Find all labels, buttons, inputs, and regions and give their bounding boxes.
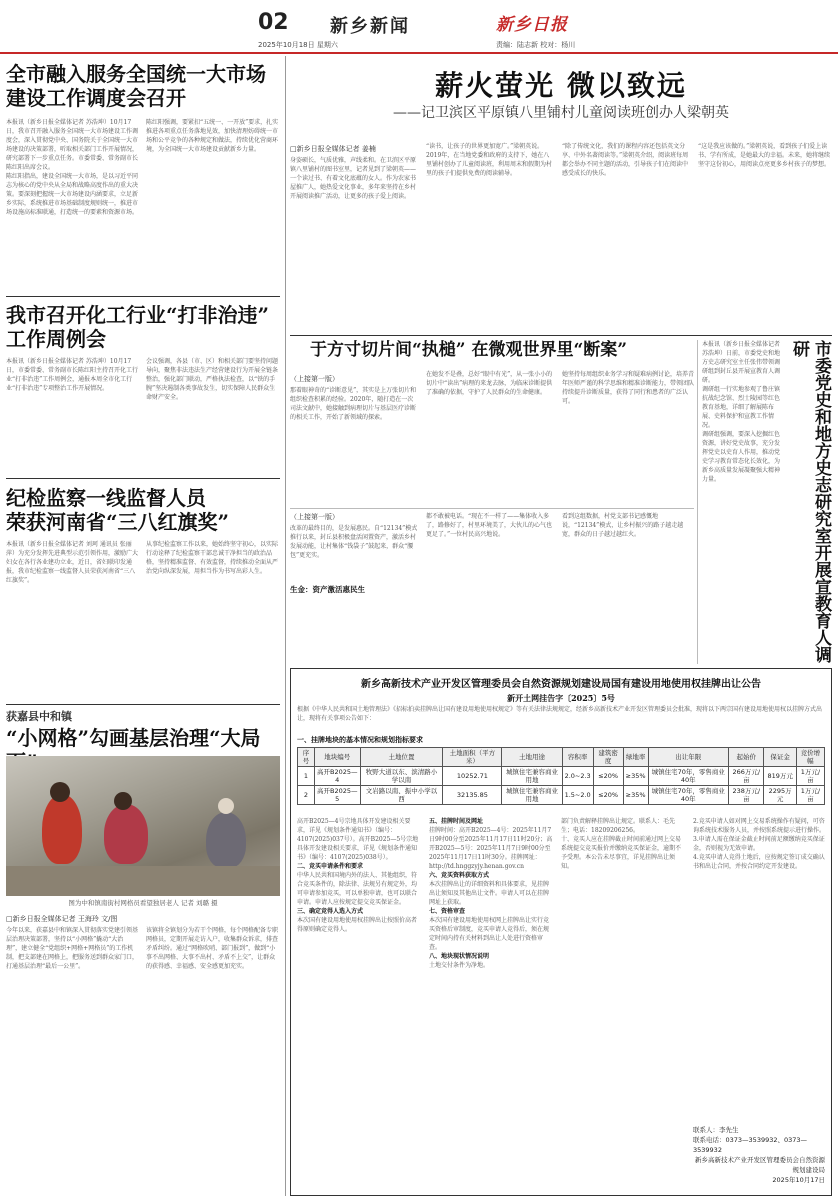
table-cell: 2 — [298, 786, 315, 805]
table-cell: 城镇住宅兼容商业用地 — [502, 786, 562, 805]
article-party-history — [702, 340, 832, 664]
table-cell: 1.5~2.0 — [562, 786, 593, 805]
editor-credits: 责编：陆志新 校对：杨川 — [496, 41, 576, 49]
table-header: 竞价增幅 — [796, 748, 824, 767]
headline-line: 荣获河南省“三八红旗奖” — [6, 510, 230, 534]
table-cell: ≤20% — [593, 786, 623, 805]
notice-signer: 新乡高新技术产业开发区管理委员会自然资源规划建设局 — [695, 1156, 825, 1174]
body-text: 该镇将全镇划分为若干个网格，每个网格配备专职网格员，定期开展走访入户，收集群众诉求，排查矛盾纠纷。通过“网格吹哨、部门报到”，做到“小事不出网格、大事不出村、矛盾不上交”，让群众的获得感、幸福感、安全感更加充实。 — [146, 927, 279, 970]
body-text: 今年以来，获嘉县中和镇深入贯彻落实党建引领基层治理决策部署，坚持以“小网格”撬动“大治理”，建立健全“党组织+网格+网格员”的工作机制，把支部建在网格上，把服务送到群众家门口，打通基层治理“最后一公里”。 — [6, 927, 138, 970]
table-cell: 2.0~2.3 — [562, 767, 593, 786]
notice-section-heading: 一、挂牌地块的基本情况和规划指标要求 — [297, 736, 423, 744]
body-text: 都不敢被电话。“现在不一样了——集体收入多了，路修好了，村里环境美了，大伙儿的心气也更足了。”一位村民高兴地说。 — [426, 513, 553, 538]
body-text: 身姿硕长，气质优雅，声线柔和。在卫滨区平原镇八里铺村的图书室里，记者见到了梁朝英——一个读过书、有着文化底蕴的女人。作为农家书屋推广人，她热爱文化事业，多年来坚持在乡村开展阅读推广活动，让更多的孩子爱上阅读。 — [290, 157, 417, 200]
table-header: 绿地率 — [623, 748, 648, 767]
notice-section-heading: 二、竞买申请条件和要求 — [297, 863, 364, 870]
body-text: 本报讯（新乡日报全媒体记者 刘珂 通讯员 张丽萍）为充分发挥先进典型示范引领作用，激励广大妇女在各行各业建功立业，近日，省妇联印发通报，我市纪检监察一线监督人员荣获河南省“三八红旗奖”。 — [6, 541, 138, 584]
table-cell: 1万元/亩 — [796, 786, 824, 805]
body-text: 本报讯（新乡日报全媒体记者 苏浩坤）10月17日，我市召开融入服务全国统一大市场建设工作调度会，深入贯彻党中央、国务院关于全国统一大市场建设的决策部署，听取相关部门工作开展情况，研究部署下一步重点任务。市委常委、常务副市长陈红阳出席会议。 — [6, 119, 138, 171]
table-cell: 819万元 — [764, 767, 796, 786]
table-cell: 文岩路以南、振中小学以西 — [360, 786, 443, 805]
article-grid — [6, 708, 280, 1196]
notice-section-heading: 三、确定竞得人选入方式 — [297, 908, 364, 915]
table-header: 土地面积（平方米） — [443, 748, 502, 767]
byline: □新乡日报全媒体记者 王海玲 文/图 — [6, 915, 118, 923]
body-text: 从事纪检监察工作以来，她始终坚守初心，以实际行动诠释了纪检监察干部忠诚干净担当的政治品格，坚持精准监督、有效监督，持续推动全面从严治党向纵深发展，用担当作为书写出彩人生。 — [146, 541, 279, 575]
section-title: 新乡新闻 — [330, 16, 410, 37]
table-cell: 1 — [298, 767, 315, 786]
body-text: 改革的最终目的，是发展惠民。自“12134”模式推行以来，封丘县积极盘活闲置资产，激活乡村发展动能，让村集体“钱袋子”鼓起来，群众“腰包”更充实。 — [290, 525, 418, 559]
byline: □新乡日报全媒体记者 姜楠 — [290, 145, 376, 153]
body-text: “读书，让孩子的世界更加宽广。”梁朝英说。2019年，在当地党委和政府的支持下，她在八里铺村创办了儿童阅读班，利用周末和假期为村里的孩子们提供免费的阅读辅导。 — [426, 143, 553, 177]
table-row — [298, 767, 825, 786]
body-text: 调研组强调，要深入挖掘红色资源，讲好党史故事，充分发挥党史以史育人作用，推动党史学习教育常态化长效化，为新乡高质量发展凝聚强大精神力量。 — [702, 431, 781, 483]
feature-title: 薪火萤光 微以致远 — [435, 69, 687, 102]
article-market — [6, 62, 280, 294]
divider — [6, 704, 280, 705]
contact-person: 联系人：李先生 — [693, 1126, 739, 1134]
table-row — [298, 786, 825, 805]
body-text: 调研组一行实地参观了鲁庄镇抗战纪念馆、烈士陵园等红色教育基地，详细了解展陈布展、史料保护和宣教工作情况。 — [702, 386, 781, 429]
body-text: 中华人民共和国境内外的法人、其他组织，符合竞买条件的，除法律、法规另有规定外，均可申请参加竞买，可以单独申请，也可以联合申请。申请人应按规定提交竞买保证金。 — [297, 872, 418, 906]
table-header: 出让年限 — [648, 748, 728, 767]
body-text: 陈红阳指出，建设全国统一大市场，是以习近平同志为核心的党中央从全局和战略高度作出的重大决策。要深刻把握统一大市场建设内涵要求，立足新乡实际，系统推进市场基础制度规则统一，推进市场设施高标准联通，打造统一的要素和资源市场。 — [6, 173, 138, 216]
land-parcel-table — [297, 747, 825, 805]
header-rule — [0, 52, 838, 54]
body-text: 陈红阳强调，要紧扣“五统一、一开放”要求，扎实推进各项重点任务落地见效，加快清理妨碍统一市场和公平竞争的各种规定和做法，持续优化营商环境，为全国统一大市场建设贡献新乡力量。 — [146, 119, 279, 153]
page-number: 02 — [258, 10, 289, 35]
continued-note: （上接第一版） — [290, 375, 339, 383]
table-header: 起始价 — [729, 748, 764, 767]
divider — [290, 508, 694, 509]
headline: “小网格”勾画基层治理“大局 — [6, 726, 261, 750]
notice-number: 新开土网挂告字〔2025〕5号 — [507, 693, 615, 703]
article-chemical — [6, 303, 280, 475]
body-text: 本报讯（新乡日报全媒体记者 苏浩坤）10月17日，市委常委、常务副市长陈红阳主持召开化工行业“打非治违”工作周例会，通报本周全市化工行业“打非治违”专项整治工作开展情况。 — [6, 358, 138, 392]
body-text: 高开B2025—4号宗地具体开发建设相关要求，详见《规划条件通知书》（编号：4107(2025)037号）。高开B2025—5号宗地具体开发建设相关要求，详见《规划条件通知书》（编号：4107(2025)038号）。 — [297, 818, 419, 861]
continued-note: （上接第一版） — [290, 513, 339, 521]
body-text: “这是我应该做的。”梁朝英说，看到孩子们爱上读书、学有所成，是她最大的幸福。未来，她将继续坚守这份初心，用阅读点亮更多乡村孩子的梦想。 — [698, 143, 830, 168]
table-cell: 10252.71 — [443, 767, 502, 786]
divider — [6, 296, 280, 297]
body-text: “除了传统文化，我们的课程内容还包括英文分享、中外名著阅读等。”梁朝英介绍，阅读班每周都会举办不同主题的活动，引导孩子们在阅读中感受成长的快乐。 — [562, 143, 689, 177]
feature-subtitle: ——记卫滨区平原镇八里铺村儿童阅读班创办人梁朝英 — [393, 105, 729, 121]
newspaper-logo: 新乡日报 — [496, 15, 568, 35]
body-text: 3.申请人需在保证金截止时间前足额缴纳竞买保证金，否则视为无效申请。 — [693, 836, 825, 852]
headline: 于方寸切片间“执槌” 在微观世界里“断案” — [310, 340, 628, 360]
body-text: 4.竞买申请人竞得土地后，应按规定签订成交确认书和出让合同，并按合同约定开发建设。 — [693, 854, 825, 870]
body-text: 挂牌时间：高开B2025—4号：2025年11月7日9时00分至2025年11月17日11时20分；高开B2025—5号：2025年11月7日9时00分至2025年11月17日11时30分。挂牌网址：http://td.hnggzyjy.henan.gov.cn — [429, 827, 553, 870]
column-divider — [697, 340, 698, 664]
vertical-headline: 市委党史和地方史志研究室开展宣教育人调研 — [789, 340, 831, 663]
table-header: 保证金 — [764, 748, 796, 767]
notice-title: 新乡高新技术产业开发区管理委员会自然资源规划建设局国有建设用地使用权挂牌出让公告 — [361, 679, 761, 690]
body-text: 本次挂牌出让的详细资料和具体要求，见挂牌出让须知及其他出让文件。申请人可以在挂牌网址上获取。 — [429, 881, 550, 906]
body-text: 本报讯（新乡日报全媒体记者 苏浩坤）日前，市委党史和地方史志研究室主任张伟带领调研组到封丘县开展宣教育人调研。 — [702, 341, 781, 384]
body-text: 本次国有建设用地使用权网上挂牌出让实行竞买资格后审制度，竞买申请人竞得后，须在规定时间内持有关材料到出让人处进行资格审查。 — [429, 917, 550, 951]
table-cell: 城镇住宅70年，零售商业40年 — [648, 786, 728, 805]
body-text: 土地交付条件为净地。 — [429, 962, 490, 969]
headline-line: 工作周例会 — [6, 327, 106, 351]
table-header: 土地位置 — [360, 748, 443, 767]
notice-date: 2025年10月17日 — [772, 1176, 825, 1184]
body-text: 在她发不是叠，总好“眼中有光”，从一张小小的切片中“读出”病理的来龙去脉，为临床诊断提供了准确的依据，守护了人民群众的生命健康。 — [426, 371, 553, 396]
table-header: 建筑密度 — [593, 748, 623, 767]
table-header: 序号 — [298, 748, 315, 767]
notice-section-heading: 六、竞买资料获取方式 — [429, 872, 490, 879]
table-cell: 牧野大道以东、滨清路小学以南 — [360, 767, 443, 786]
headline-line: 全市融入服务全国统一大市场 — [6, 62, 266, 86]
table-cell: 32135.85 — [443, 786, 502, 805]
article-redbanner — [6, 486, 280, 702]
notice-intro: 根据《中华人民共和国土地管理法》《招标拍卖挂牌出让国有建设用地使用权规定》等有关法律法规规定，经新乡高新技术产业开发区管理委员会批准，现将以下两宗国有建设用地使用权以挂牌方式出让，现将有关事项公告如下： — [297, 706, 823, 722]
table-cell: 城镇住宅70年，零售商业40年 — [648, 767, 728, 786]
headline-line: 纪检监察一线监督人员 — [6, 486, 206, 510]
table-cell: 2295万元 — [764, 786, 796, 805]
column-divider — [285, 56, 286, 1196]
news-photo — [6, 756, 280, 896]
body-text: 会议强调，各县（市、区）和相关部门要坚持问题导向，聚焦非法违法生产经营建设行为开展全链条整治，强化部门联动，严格执法检查，以“铁的手腕”坚决遏制各类事故发生，切实保障人民群众生命财产安全。 — [146, 358, 279, 401]
issue-date: 2025年10月18日 星期六 — [258, 41, 338, 49]
body-text: 看到这组数据，村党支部书记感慨地说，“12134”模式，让乡村振兴的路子越走越宽，群众的日子越过越红火。 — [562, 513, 684, 538]
table-cell: 238万元/亩 — [729, 786, 764, 805]
photo-caption: 图为中和镇南街村网格员看望独居老人 记者 刘璐 摄 — [68, 899, 218, 907]
table-header: 地块编号 — [314, 748, 360, 767]
table-cell: 1万元/亩 — [796, 767, 824, 786]
table-cell: 高开B2025—4 — [314, 767, 360, 786]
body-text: 她坚持每周组织业务学习和疑难病例讨论，培养青年医师严谨的科学思维和精准诊断能力，带领团队持续提升诊断质量，获得了同行和患者的广泛认可。 — [562, 371, 694, 405]
table-cell: 城镇住宅兼容商业用地 — [502, 767, 562, 786]
notice-section-heading: 五、挂牌时间及网址 — [429, 818, 484, 825]
body-text: 部门负责解释挂牌出让规定。联系人：毛先生；电话：18209206256。 — [561, 818, 676, 834]
notice-section-heading: 八、地块现状情况说明 — [429, 953, 490, 960]
contact-phone: 联系电话：0373—3539932、0373—3539932 — [693, 1136, 808, 1154]
body-text: 那着眼神奇的“诊断意见”，其实是上万张切片和组织检查积累的经验。2020年，随打造在一次司法文献中，她接触到病理切片与基层医疗诊断的相关工作，开始了新领域的探索。 — [290, 387, 417, 421]
divider — [6, 478, 280, 479]
subheading: 生金：资产激活惠民生 — [290, 585, 365, 594]
article-kicker: 获嘉县中和镇 — [6, 710, 72, 723]
table-header-row — [298, 748, 825, 767]
headline-line: 建设工作调度会召开 — [6, 86, 186, 110]
table-header: 土地用途 — [502, 748, 562, 767]
notice-section-heading: 七、资格审查 — [429, 908, 466, 915]
body-text: 2.竞买申请人如对网上交易系统操作有疑问，可咨询系统技术服务人员，并按照系统提示进行操作。 — [693, 818, 825, 834]
feature-article — [290, 62, 832, 332]
divider — [290, 335, 832, 336]
table-cell: 高开B2025—5 — [314, 786, 360, 805]
table-cell: ≥35% — [623, 786, 648, 805]
table-header: 容积率 — [562, 748, 593, 767]
table-cell: ≥35% — [623, 767, 648, 786]
body-text: 本次国有建设用地使用权挂牌出让按照价高者得原则确定竞得人。 — [297, 917, 418, 933]
table-cell: 266万元/亩 — [729, 767, 764, 786]
article-pathology — [290, 340, 694, 664]
headline-line: 我市召开化工行业“打非治违” — [6, 303, 270, 327]
body-text: 十、竞买人应在挂牌截止时间前通过网上交易系统提交竞买报价并缴纳竞买保证金，逾期不予受理。本公告未尽事宜，详见挂牌出让须知。 — [561, 836, 682, 870]
table-cell: ≤20% — [593, 767, 623, 786]
land-auction-notice — [290, 668, 832, 1196]
